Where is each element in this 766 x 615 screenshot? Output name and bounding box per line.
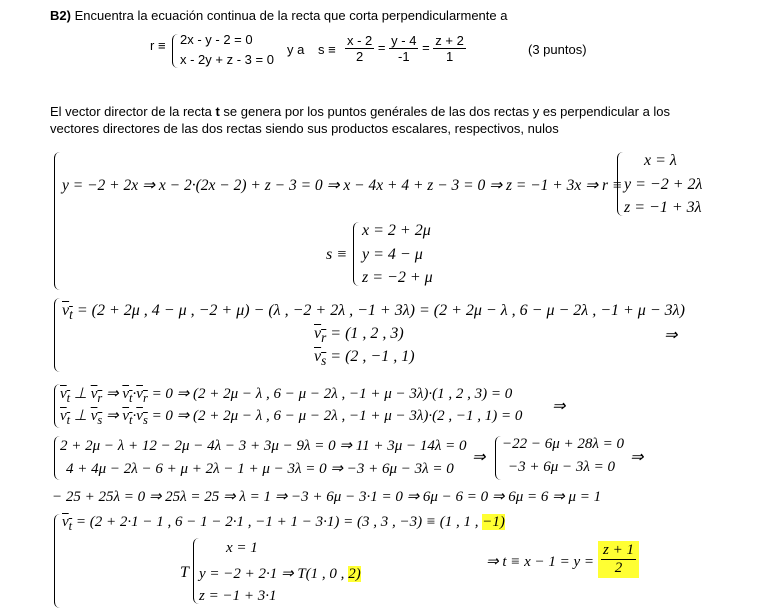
r-prefix: r ≡	[150, 38, 166, 53]
solve-line: − 25 + 25λ = 0 ⇒ 25λ = 25 ⇒ λ = 1 ⇒ −3 + 6μ − 3·1 = 0 ⇒ 6μ − 6 = 0 ⇒ 6μ = 6 ⇒ μ = 1	[52, 489, 602, 505]
s-prefix-2: s ≡	[326, 246, 348, 263]
sys1-eq2: 4 + 4μ − 2λ − 6 + μ + 2λ − 1 + μ − 3λ = 0 ⇒ −3 + 6μ − 3λ = 0	[66, 461, 454, 477]
T-label: T	[180, 564, 189, 581]
implies-2: ⇒	[552, 398, 566, 415]
r-param1: x = λ	[644, 152, 677, 169]
s-eq1: =	[377, 39, 386, 55]
vr-def-text: = (1 , 2 , 3)	[330, 325, 404, 342]
vs-def-text: = (2 , −1 , 1)	[330, 348, 415, 365]
intro-a: El vector director de la recta	[50, 104, 216, 119]
connector: y a	[287, 42, 305, 57]
problem-text: Encuentra la ecuación continua de la recta que corta perpendicularmente a	[74, 8, 508, 23]
s-eq2: =	[422, 39, 430, 55]
dot-s-text: = 0 ⇒ (2 + 2μ − λ , 6 − μ − 2λ , −1 + μ − 3λ)·(2 , −1 , 1) = 0	[151, 408, 523, 424]
r-derivation: y = −2 + 2x ⇒ x − 2·(2x − 2) + z − 3 = 0 ⇒ x − 4x + 4 + z − 3 = 0 ⇒ z = −1 + 3x ⇒ r ≡	[62, 177, 623, 194]
t-result: ⇒ t ≡ x − 1 = y =	[486, 554, 595, 570]
vt-final-text: = (2 + 2·1 − 1 , 6 − 1 − 2·1 , −1 + 1 − 3·1) = (3 , 3 , −3) ≡ (1 , 1 ,	[75, 514, 483, 530]
dot-r-text: = 0 ⇒ (2 + 2μ − λ , 6 − μ − 2λ , −1 + μ − 3λ)·(1 , 2 , 3) = 0	[151, 386, 513, 402]
r-param2: y = −2 + 2λ	[624, 176, 703, 193]
t-den: 2	[614, 560, 623, 576]
s-num1: x - 2	[347, 33, 373, 48]
problem-label: B2)	[50, 8, 71, 23]
T-eq2-text: y = −2 + 2·1 ⇒ T(1 , 0 ,	[199, 566, 349, 582]
implies-4: ⇒	[630, 449, 644, 466]
t-fraction	[598, 541, 639, 578]
vt-final: $v_t = (2 + 2\cdot 1 - 1$ , 6 − 1 − 2·1 , −1 + 1 − 3·1) = (3 , 3 , −3) ≡ (1 , 1 , −1)	[62, 514, 505, 533]
s-prefix: s ≡	[318, 42, 336, 57]
intro-line2: vectores directores de las dos rectas siendo sus productos escalares, respectivos, nulos	[50, 121, 559, 136]
intro-c: se genera por los puntos genérales de las dos rectas y es perpendicular a los	[219, 104, 671, 119]
implies-3: ⇒	[472, 449, 486, 466]
vs-definition: $v_s = (2$ , −1 , 1)	[314, 348, 415, 369]
t-num: z + 1	[603, 542, 634, 558]
implies-1: ⇒	[664, 327, 678, 344]
s-den3: 1	[445, 49, 454, 64]
vt-final-highlight: −1)	[482, 514, 505, 530]
s-param-brace	[353, 222, 360, 286]
sys2-eq2: −3 + 6μ − 3λ = 0	[508, 459, 616, 475]
intro-text	[50, 103, 750, 137]
s-param3: z = −2 + μ	[362, 269, 433, 286]
s-den2: -1	[398, 49, 410, 64]
r-brace	[172, 34, 179, 68]
s-param1: x = 2 + 2μ	[362, 222, 431, 239]
s-num3: z + 2	[435, 33, 464, 48]
system-brace-1	[54, 152, 63, 290]
r-eq2: x - 2y + z - 3 = 0	[180, 52, 274, 67]
r-param3: z = −1 + 3λ	[624, 199, 702, 216]
T-eq2	[199, 564, 361, 583]
dot-s: $v_t$ ⊥ $v_s$ ⇒ $v_t\cdot v_s = 0$ ⇒ (2 + 2μ − λ , 6 − μ − 2λ , −1 + μ − 3λ)·(2 , −1 , 1) = 0	[60, 408, 523, 427]
T-eq2-highlight: 2)	[348, 566, 361, 582]
T-eq3: z = −1 + 3·1	[199, 588, 277, 604]
intro-t: t	[215, 104, 220, 119]
s-continuous	[345, 33, 466, 64]
vr-definition: $v_r = (1$ , 2 , 3)	[314, 325, 404, 346]
problem-statement	[50, 8, 507, 23]
dot-r: $v_t$ ⊥ $v_r$ ⇒ $v_t\cdot v_r = 0$ ⇒ (2 + 2μ − λ , 6 − μ − 2λ , −1 + μ − 3λ)·(1 , 2 , 3) = 0	[60, 386, 513, 405]
r-eq1: 2x - y - 2 = 0	[180, 32, 253, 47]
vt-definition: $v_t = (2 + 2\mu$ , 4 − μ , −2 + μ) − (λ , −2 + 2λ , −1 + 3λ) = (2 + 2μ − λ , 6 − μ − 2λ , −1 + μ − 3λ)	[62, 302, 685, 323]
sys2-eq1: −22 − 6μ + 28λ = 0	[502, 436, 625, 452]
r-param-brace	[617, 152, 624, 216]
T-eq1: x = 1	[226, 540, 258, 556]
points-label: (3 puntos)	[528, 42, 587, 57]
s-den1: 2	[356, 49, 364, 64]
s-param2: y = 4 − μ	[362, 246, 423, 263]
vt-def-text: = (2 + 2μ , 4 − μ , −2 + μ) − (λ , −2 + 2λ , −1 + 3λ) = (2 + 2μ − λ , 6 − μ − 2λ , −1 + μ − 3λ)	[76, 302, 685, 319]
s-num2: y - 4	[391, 33, 417, 48]
sys1-eq1: 2 + 2μ − λ + 12 − 2μ − 4λ − 3 + 3μ − 9λ = 0 ⇒ 11 + 3μ − 14λ = 0	[60, 438, 467, 454]
sys2-brace	[495, 436, 502, 480]
